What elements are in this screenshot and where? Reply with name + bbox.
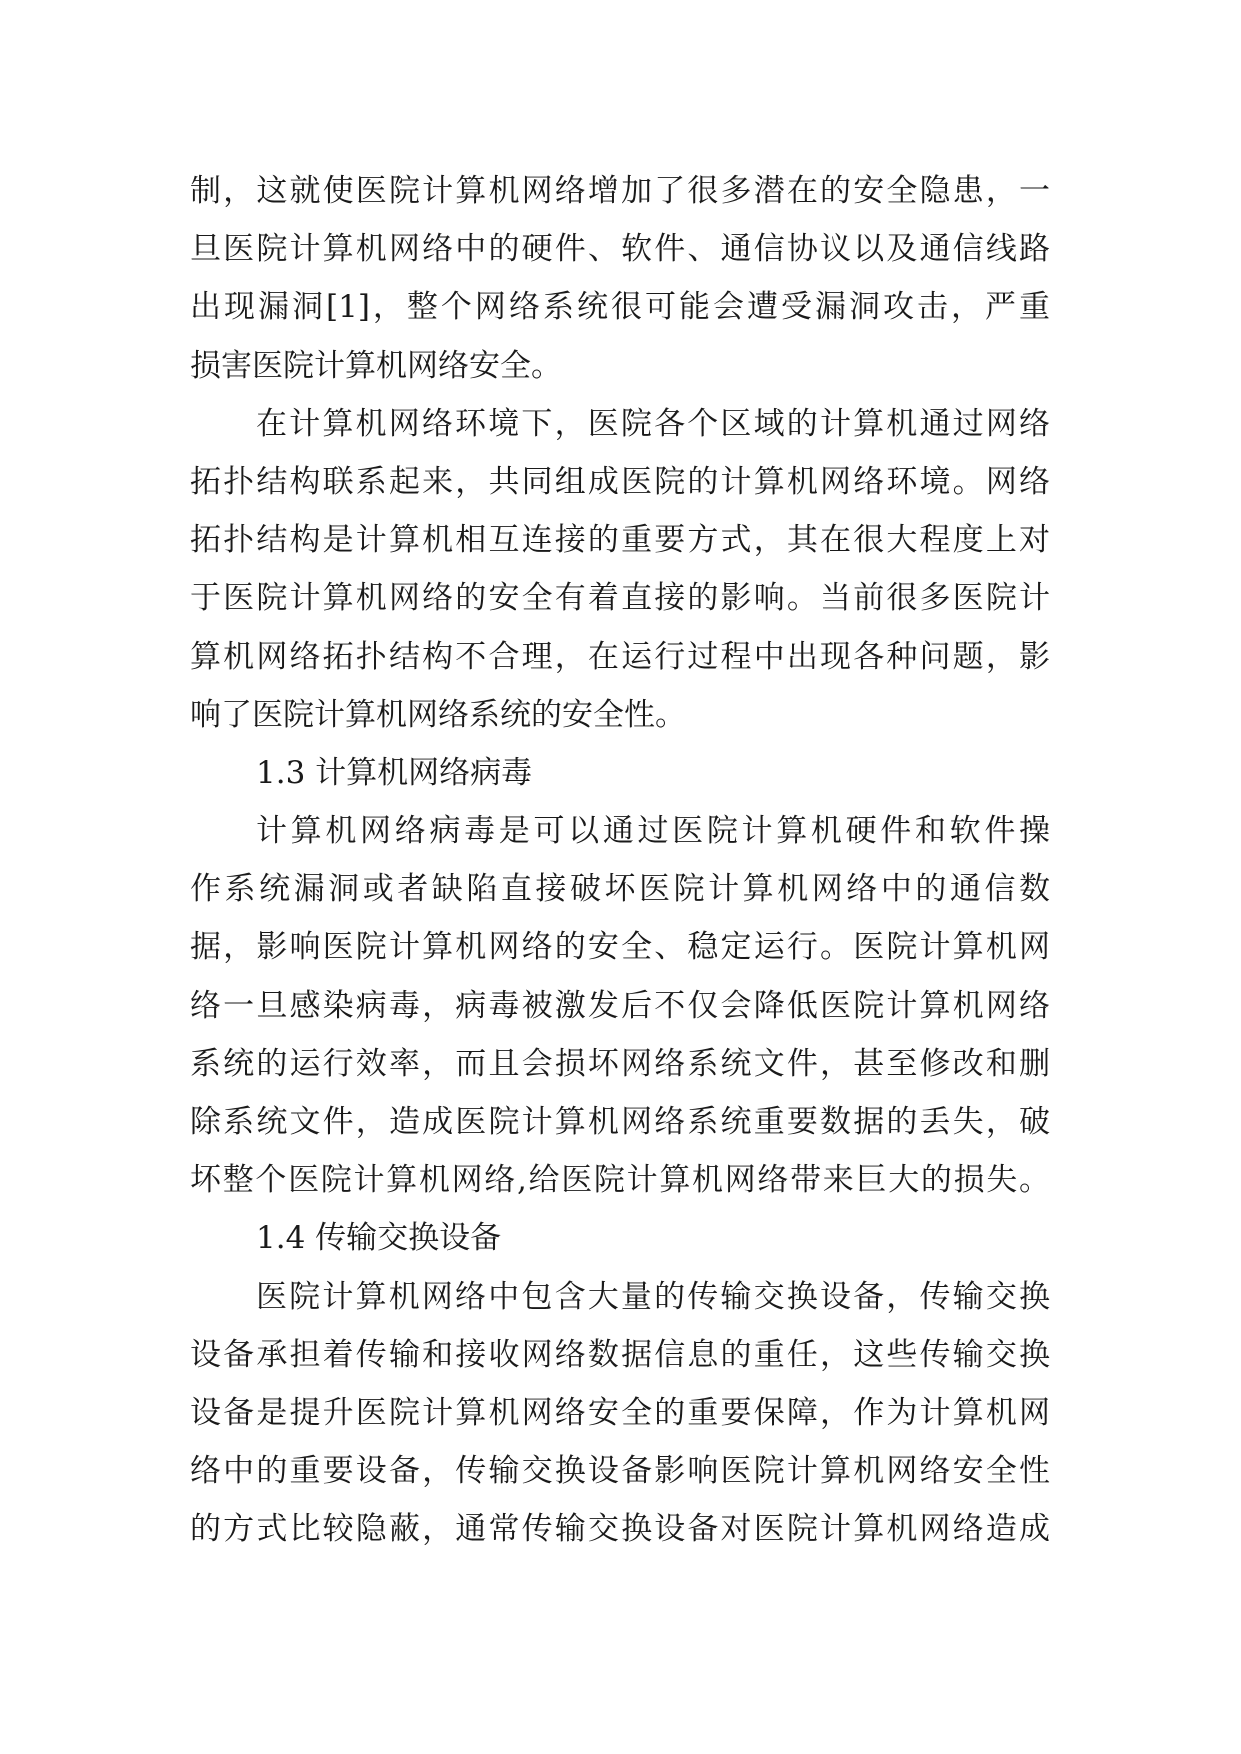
text-line: 在计算机网络环境下，医院各个区域的计算机通过网络: [256, 405, 1050, 442]
text-line: 设备承担着传输和接收网络数据信息的重任，这些传输交换: [190, 1336, 1050, 1373]
text-line: 络一旦感染病毒，病毒被激发后不仅会降低医院计算机网络: [190, 987, 1050, 1024]
section-heading: 1.3 计算机网络病毒: [256, 754, 533, 791]
text-line: 拓扑结构是计算机相互连接的重要方式，其在很大程度上对: [190, 522, 1050, 559]
text-line: 于医院计算机网络的安全有着直接的影响。当前很多医院计: [190, 580, 1050, 617]
section-heading: 1.4 传输交换设备: [256, 1220, 502, 1257]
text-line: 设备是提升医院计算机网络安全的重要保障，作为计算机网: [190, 1394, 1050, 1431]
text-line: 算机网络拓扑结构不合理，在运行过程中出现各种问题，影: [190, 638, 1050, 675]
text-line: 拓扑结构联系起来，共同组成医院的计算机网络环境。网络: [190, 463, 1050, 500]
text-line: 络中的重要设备，传输交换设备影响医院计算机网络安全性: [190, 1453, 1050, 1490]
text-line: 旦医院计算机网络中的硬件、软件、通信协议以及通信线路: [190, 231, 1050, 268]
text-line: 据，影响医院计算机网络的安全、稳定运行。医院计算机网: [190, 929, 1050, 966]
text-line: 坏整个医院计算机网络,给医院计算机网络带来巨大的损失。: [190, 1162, 1050, 1199]
text-line: 响了医院计算机网络系统的安全性。: [190, 696, 686, 733]
text-line: 的方式比较隐蔽，通常传输交换设备对医院计算机网络造成: [190, 1511, 1050, 1548]
text-line: 出现漏洞[1]，整个网络系统很可能会遭受漏洞攻击，严重: [190, 289, 1050, 326]
text-line: 损害医院计算机网络安全。: [190, 347, 562, 384]
text-line: 医院计算机网络中包含大量的传输交换设备，传输交换: [256, 1278, 1050, 1315]
text-line: 作系统漏洞或者缺陷直接破坏医院计算机网络中的通信数: [190, 871, 1050, 908]
text-line: 除系统文件，造成医院计算机网络系统重要数据的丢失，破: [190, 1104, 1050, 1140]
text-line: 系统的运行效率，而且会损坏网络系统文件，甚至修改和删: [190, 1045, 1050, 1082]
text-line: 计算机网络病毒是可以通过医院计算机硬件和软件操: [256, 813, 1050, 850]
text-line: 制，这就使医院计算机网络增加了很多潜在的安全隐患，一: [190, 173, 1050, 209]
body-text: [190, 162, 1050, 1559]
